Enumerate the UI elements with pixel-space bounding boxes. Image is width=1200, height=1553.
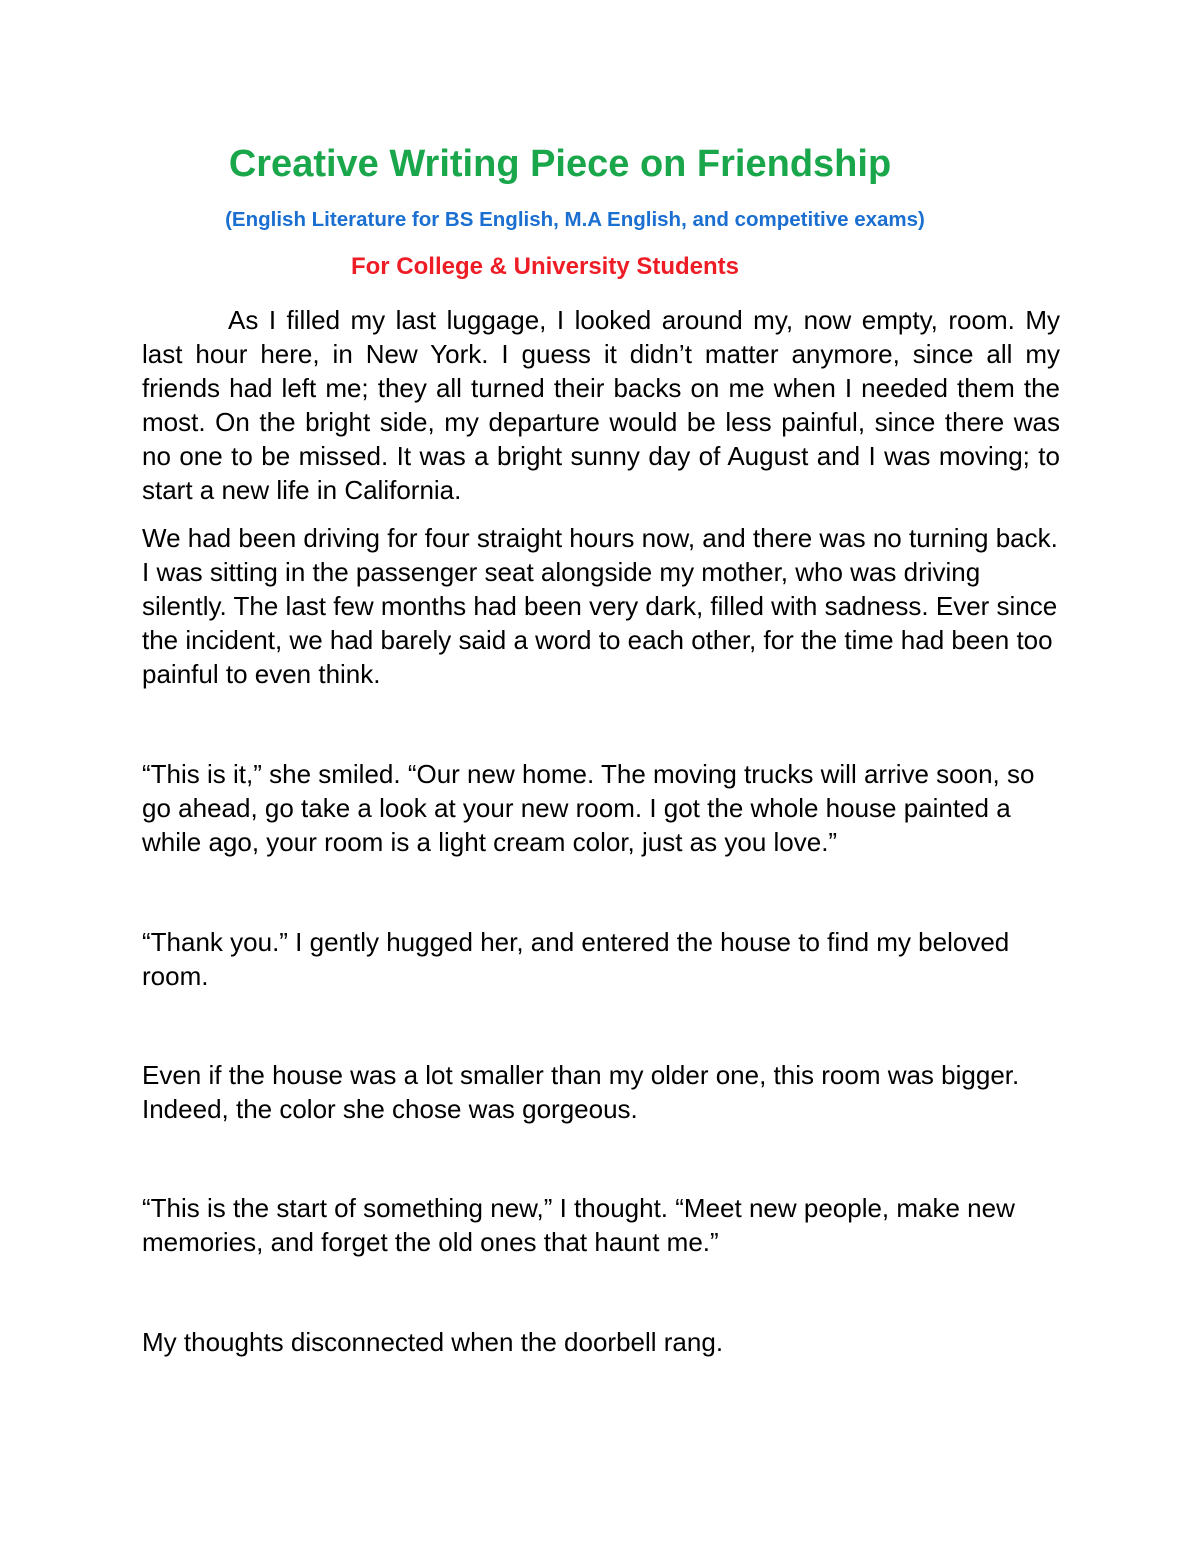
paragraph-7: My thoughts disconnected when the doorbell rang. <box>142 1327 724 1357</box>
paragraph-4: “Thank you.” I gently hugged her, and entered the house to find my beloved room. <box>142 927 1010 991</box>
document-title: Creative Writing Piece on Friendship <box>228 143 892 185</box>
paragraph-2: We had been driving for four straight hours now, and there was no turning back. I was sitting in the passenger seat alongside my mother, who was driving silently. The last few months had been very dark, filled with sadness. Ever since the incident, we had barely said a word to each other, for the time had been too painful to even think. <box>142 523 1058 689</box>
paragraph-1: As I filled my last luggage, I looked around my, now empty, room. My last hour here, in New York. I guess it didn’t matter anymore, since all my friends had left me; they all turned their backs on me when I needed them the most. On the bright side, my departure would be less painful, since there was no one to be missed. It was a bright sunny day of August and I was moving; to start a new life in California. <box>142 305 1060 505</box>
paragraph-6: “This is the start of something new,” I thought. “Meet new people, make new memories, and forget the old ones that haunt me.” <box>142 1193 1015 1257</box>
document-subtitle: (English Literature for BS English, M.A English, and competitive exams) <box>225 208 925 231</box>
paragraph-3: “This is it,” she smiled. “Our new home. The moving trucks will arrive soon, so go ahead, go take a look at your new room. I got the whole house painted a while ago, your room is a light cream color, just as you love.” <box>142 759 1035 857</box>
paragraph-5: Even if the house was a lot smaller than my older one, this room was bigger. Indeed, the color she chose was gorgeous. <box>142 1060 1020 1124</box>
audience-heading: For College & University Students <box>350 253 740 280</box>
